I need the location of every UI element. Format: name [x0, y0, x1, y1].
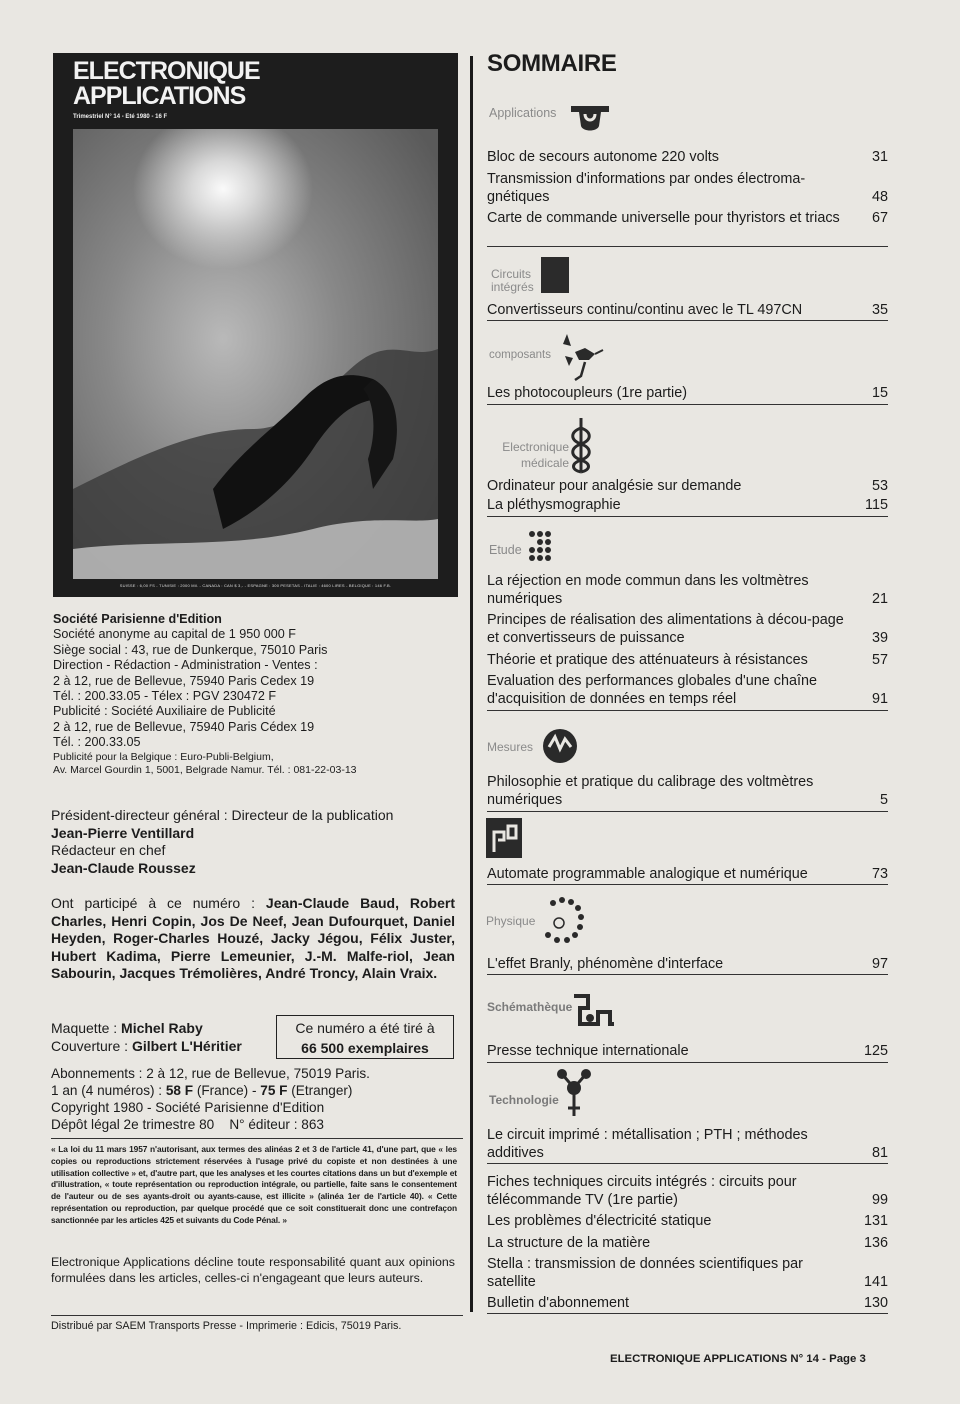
toc-entry: [487, 672, 888, 708]
toc-entry: [487, 1042, 888, 1060]
section-label-physique: Physique: [486, 914, 536, 928]
subscription-price-prefix: 1 an (4 numéros) :: [51, 1083, 166, 1098]
toc-entry-title: Automate programmable analogique et numérique: [487, 866, 808, 882]
physics-icon: [535, 895, 589, 949]
column-divider: [470, 56, 473, 1312]
toc-entry-page: 136: [863, 1235, 888, 1251]
page-footer: ELECTRONIQUE APPLICATIONS N° 14 - Page 3: [610, 1353, 866, 1365]
section-rule: [487, 246, 888, 247]
publisher-line: Direction - Rédaction - Administration - Ventes :: [53, 658, 318, 673]
applications-icon: [569, 102, 611, 134]
toc-entry: [487, 572, 888, 608]
director-role: Président-directeur général : Directeur de la publication: [51, 807, 394, 823]
toc-entry: [487, 1173, 888, 1209]
publisher-line: Tél. : 200.33.05: [53, 735, 141, 750]
toc-entry-page: 21: [871, 591, 888, 607]
toc-entry-title: Convertisseurs continu/continu avec le TL 497CN: [487, 302, 803, 318]
contributors-block: [51, 895, 455, 983]
section-rule: [487, 1313, 888, 1314]
couverture-name: Gilbert L'Héritier: [131, 1037, 242, 1054]
section-rule: [487, 710, 888, 711]
subscription-address: Abonnements : 2 à 12, rue de Bellevue, 75019 Paris.: [51, 1066, 370, 1081]
toc-entry-page: 141: [863, 1274, 888, 1290]
section-label-circuits: [491, 268, 534, 294]
toc-entry: [487, 773, 888, 809]
schematics-icon: [570, 990, 618, 1030]
toc-entry-page: 115: [865, 497, 888, 513]
section-label-mesures: Mesures: [487, 740, 534, 754]
toc-entry: [487, 209, 888, 227]
cover-issue-line: Trimestriel N° 14 - Eté 1980 - 16 F: [73, 114, 168, 120]
section-label-schematheque: Schémathèque: [487, 1000, 573, 1014]
section-label-line: Electronique: [502, 440, 569, 454]
subscription-price-france-note: (France) -: [193, 1083, 261, 1098]
toc-entry: [487, 384, 888, 402]
section-rule: [487, 974, 888, 975]
publisher-line: Siège social : 43, rue de Dunkerque, 75010 Paris: [53, 642, 328, 657]
toc-entry-title: Evaluation des performances globales d'une chaîne d'acquisition de données en temps réel: [487, 673, 817, 707]
components-icon: [555, 330, 607, 382]
toc-entry-title: Presse technique internationale: [487, 1043, 689, 1059]
section-rule: [487, 1062, 888, 1063]
publisher-line: Société anonyme au capital de 1 950 000 F: [53, 627, 296, 642]
toc-entry-page: 5: [879, 792, 888, 808]
cover-masthead-line2: APPLICATIONS: [73, 82, 246, 110]
section-label-line: médicale: [520, 456, 569, 470]
toc-entry: [487, 496, 888, 514]
divider: [51, 1138, 463, 1139]
publisher-block: [53, 612, 443, 777]
toc-entry: [487, 865, 888, 883]
publisher-line: 2 à 12, rue de Bellevue, 75940 Paris Cédex 19: [53, 719, 315, 734]
section-label-medicale: [489, 439, 569, 471]
cover-masthead: [73, 59, 260, 109]
section-label-line: intégrés: [491, 280, 534, 294]
section-rule: [487, 320, 888, 321]
toc-entry-page: 57: [871, 652, 888, 668]
print-run-line2: 66 500 exemplaires: [301, 1040, 429, 1056]
maquette-label: Maquette :: [51, 1020, 122, 1036]
editor-name: Jean-Claude Roussez: [51, 859, 196, 876]
cover-masthead-line1: ELECTRONIQUE: [73, 57, 260, 85]
toc-entry: [487, 1234, 888, 1252]
publisher-line: 2 à 12, rue de Bellevue, 75940 Paris Cedex 19: [53, 673, 315, 688]
toc-entry-title: Philosophie et pratique du calibrage des voltmètres numériques: [487, 774, 814, 808]
print-run-box: [276, 1015, 454, 1059]
toc-entry: [487, 1294, 888, 1312]
toc-entry-title: Bulletin d'abonnement: [487, 1295, 629, 1311]
depot-legal: Dépôt légal 2e trimestre 80: [51, 1117, 215, 1132]
toc-entry-page: 31: [871, 149, 888, 165]
toc-entry-page: 81: [871, 1145, 888, 1161]
toc-entry-title: Transmission d'informations par ondes électroma-gnétiques: [487, 171, 806, 205]
toc-entry-title: Bloc de secours autonome 220 volts: [487, 149, 719, 165]
toc-entry-title: Les photocoupleurs (1re partie): [487, 385, 687, 401]
couverture-label: Couverture :: [51, 1037, 132, 1054]
study-dots-icon: [526, 530, 552, 566]
copyright-line: Copyright 1980 - Société Parisienne d'Edition: [51, 1100, 325, 1115]
section-rule: [487, 884, 888, 885]
toc-entry-title: L'effet Branly, phénomène d'interface: [487, 956, 724, 972]
divider: [51, 1315, 463, 1316]
cover-artwork-drawing: [73, 129, 438, 579]
contributors-intro: Ont participé à ce numéro :: [51, 895, 266, 911]
toc-entry-title: Principes de réalisation des alimentations à décou-page et convertisseurs de puissance: [487, 612, 844, 646]
section-rule: [487, 1163, 888, 1164]
toc-entry-page: 48: [871, 189, 888, 205]
toc-entry-title: Le circuit imprimé : métallisation ; PTH ; méthodes additives: [487, 1127, 808, 1161]
director-name: Jean-Pierre Ventillard: [51, 824, 195, 841]
publisher-name: Société Parisienne d'Edition: [53, 612, 222, 626]
print-run-line1: Ce numéro a été tiré à: [295, 1020, 435, 1036]
caduceus-icon: [568, 416, 594, 474]
toc-entry-title: Stella : transmission de données scientifiques par satellite: [487, 1256, 803, 1290]
toc-entry: [487, 955, 888, 973]
toc-entry-title: La pléthysmographie: [487, 497, 621, 513]
editor-number: N° éditeur : 863: [229, 1117, 324, 1132]
toc-entry-title: La réjection en mode commun dans les voltmètres numériques: [487, 573, 809, 607]
publisher-line: Tél. : 200.33.05 - Télex : PGV 230472 F: [53, 689, 277, 704]
section-label-etude: Etude: [489, 543, 522, 557]
toc-entry-page: 35: [871, 302, 888, 318]
toc-entry-page: 73: [871, 866, 888, 882]
subscription-price-abroad-note: (Etranger): [287, 1083, 353, 1098]
toc-entry-page: 130: [863, 1295, 888, 1311]
technology-icon: [554, 1068, 594, 1120]
toc-entry-title: Carte de commande universelle pour thyristors et triacs: [487, 210, 840, 226]
toc-entry: [487, 1255, 888, 1291]
legal-notice: « La loi du 11 mars 1957 n'autorisant, aux termes des alinéas 2 et 3 de l'article 41, d'une part, que « les copies ou reproductions strictement réservées à l'usage privé du copiste et non destinées à une utilisation collective » et, d'autre part, que les analyses et les courtes citations dans un but d'exemple et d'illustration, « toute représentation ou reproduction intégrale, ou partielle, faite sans le consentement de l'auteur ou de ses ayants-droit ou ayants-cause, est illicite » (alinéa 1er de l'article 40). « Cette représentation ou reproduction, par quelque procédé que ce soit constituerait donc une contrefaçon sanctionnée par les articles 425 et suivants du Code Pénal. »: [51, 1144, 457, 1225]
toc-entry-title: Fiches techniques circuits intégrés : circuits pour télécommande TV (1re partie): [487, 1174, 797, 1208]
section-label-line: Circuits: [491, 267, 532, 281]
subscription-price-abroad: 75 F: [260, 1083, 288, 1098]
toc-entry: [487, 170, 888, 206]
cover-price-strip: SUISSE : 6,00 FS - TUNISIE : 2000 Mil. - CANADA : CAN $ 3,- - ESPAGNE : 300 PESETAS - ITALIE : 4600 LIRES - BELGIQUE : 146 F.B.: [119, 583, 392, 588]
toc-entry-page: 131: [863, 1213, 888, 1229]
measures-icon: [539, 727, 581, 765]
toc-entry-page: 53: [871, 478, 888, 494]
toc-entry-page: 39: [871, 630, 888, 646]
section-label-applications: Applications: [489, 106, 557, 120]
belgium-address-line: Av. Marcel Gourdin 1, 5001, Belgrade Namur. Tél. : 081-22-03-13: [53, 763, 357, 776]
subscription-block: [51, 1065, 451, 1133]
toc-entry-page: 125: [863, 1043, 888, 1059]
toc-entry: [487, 611, 888, 647]
disclaimer: Electronique Applications décline toute responsabilité quant aux opinions formulées dans les articles, celles-ci n'engageant que leurs auteurs.: [51, 1255, 455, 1285]
maquette-name: Michel Raby: [121, 1020, 203, 1036]
integrated-circuit-icon: [541, 257, 569, 293]
toc-entry: [487, 1126, 888, 1162]
toc-entry: [487, 651, 888, 669]
toc-entry-page: 67: [871, 210, 888, 226]
automation-icon: [486, 818, 522, 858]
toc-entry: [487, 1212, 888, 1230]
toc-entry-page: 91: [871, 691, 888, 707]
toc-entry-page: 99: [871, 1192, 888, 1208]
belgium-advertising-line: Publicité pour la Belgique : Euro-Publi-Belgium,: [53, 750, 274, 763]
toc-entry: [487, 477, 888, 495]
section-rule: [487, 811, 888, 812]
sommaire-title: SOMMAIRE: [487, 50, 617, 77]
toc-entry-title: La structure de la matière: [487, 1235, 651, 1251]
magazine-cover: [53, 53, 458, 597]
toc-entry-title: Théorie et pratique des atténuateurs à résistances: [487, 652, 808, 668]
publisher-line: Publicité : Société Auxiliaire de Publicité: [53, 704, 276, 719]
subscription-price-france: 58 F: [165, 1083, 194, 1098]
toc-entry-title: Les problèmes d'électricité statique: [487, 1213, 712, 1229]
cover-artwork: [73, 129, 438, 579]
editor-role: Rédacteur en chef: [51, 842, 166, 859]
section-label-composants: composants: [489, 349, 552, 361]
section-rule: [487, 404, 888, 405]
toc-entry-page: 15: [871, 385, 888, 401]
toc-entry: [487, 301, 888, 319]
toc-entry-title: Ordinateur pour analgésie sur demande: [487, 478, 742, 494]
credits-block: [51, 1020, 281, 1055]
distribution-line: Distribué par SAEM Transports Presse - Imprimerie : Edicis, 75019 Paris.: [51, 1320, 402, 1332]
staff-block: [51, 807, 451, 877]
section-label-technologie: Technologie: [489, 1093, 559, 1107]
section-rule: [487, 516, 888, 517]
contributors-names: Jean-Claude Baud, Robert Charles, Henri Copin, Jos De Neef, Jean Dufourquet, Daniel Heyden, Roger-Charles Houzé, Jacky Jégou, Félix Juster, Hubert Kadima, Pierre Lemeunier, J.-M. Malfe-riol, Jean Sabourin, Jacques Trémolières, André Troncy, Alain Vraix.: [51, 895, 455, 982]
toc-entry-page: 97: [871, 956, 888, 972]
toc-entry: [487, 148, 888, 166]
